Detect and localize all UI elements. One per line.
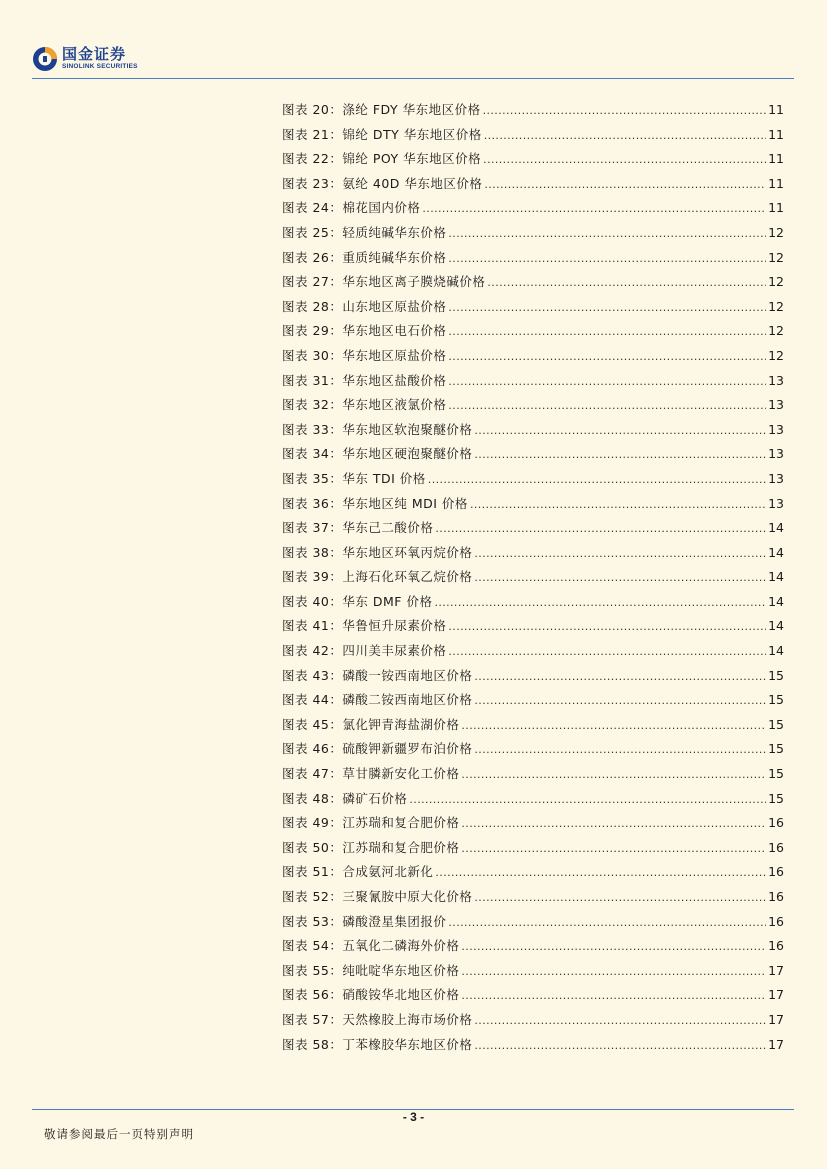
- toc-dot-leader: [474, 542, 766, 567]
- toc-entry-title: 华东己二酸价格: [342, 520, 434, 536]
- toc-entry-label: 图表 52：: [282, 889, 343, 904]
- toc-entry[interactable]: [282, 614, 784, 639]
- toc-entry[interactable]: [282, 836, 784, 861]
- toc-entry-title: 磷酸一铵西南地区价格: [342, 667, 473, 683]
- toc-entry-title: 三聚氰胺中原大化价格: [342, 889, 473, 904]
- toc-dot-leader: [474, 738, 766, 763]
- toc-entry-label: 图表 28：: [282, 298, 343, 314]
- toc-dot-leader: [448, 370, 766, 395]
- toc-entry[interactable]: [282, 910, 784, 935]
- toc-entry[interactable]: [282, 664, 784, 689]
- toc-dot-leader: [470, 493, 766, 518]
- toc-entry-page: 16: [768, 839, 784, 855]
- toc-entry[interactable]: [282, 295, 784, 320]
- toc-entry-title: 纯吡啶华东地区价格: [342, 962, 460, 978]
- toc-entry[interactable]: [282, 418, 784, 443]
- toc-entry-title: 轻质纯碱华东价格: [342, 224, 447, 240]
- toc-entry[interactable]: [282, 172, 784, 197]
- toc-entry[interactable]: [282, 344, 784, 369]
- toc-entry-title: 锦纶 DTY 华东地区价格: [342, 126, 482, 142]
- toc-entry-label: 图表 45：: [282, 716, 343, 732]
- toc-entry-page: 15: [768, 692, 784, 708]
- toc-entry-title: 江苏瑞和复合肥价格: [342, 839, 460, 855]
- toc-entry-title: 合成氨河北新化: [342, 864, 434, 880]
- toc-entry[interactable]: [282, 467, 784, 492]
- toc-dot-leader: [448, 394, 766, 419]
- toc-dot-leader: [483, 99, 766, 124]
- toc-entry-title: 华东 DMF 价格: [342, 593, 433, 609]
- toc-entry-title: 锦纶 POY 华东地区价格: [342, 151, 482, 167]
- toc-entry-page: 13: [768, 470, 784, 486]
- toc-entry-page: 13: [768, 495, 784, 511]
- toc-entry-page: 12: [768, 249, 784, 265]
- toc-entry-page: 15: [768, 741, 784, 757]
- toc-entry-title: 涤纶 FDY 华东地区价格: [342, 102, 481, 117]
- toc-entry[interactable]: [282, 983, 784, 1008]
- toc-entry-label: 图表 41：: [282, 618, 343, 634]
- toc-entry[interactable]: [282, 688, 784, 713]
- toc-entry-title: 氯化钾青海盐湖价格: [342, 716, 460, 732]
- toc-entry-label: 图表 53：: [282, 913, 343, 929]
- toc-entry[interactable]: [282, 639, 784, 664]
- toc-entry-page: 13: [768, 421, 784, 437]
- toc-entry-title: 丁苯橡胶华东地区价格: [342, 1036, 473, 1052]
- toc-entry-label: 图表 50：: [282, 839, 343, 855]
- toc-entry-label: 图表 42：: [282, 643, 343, 659]
- toc-entry-title: 五氧化二磷海外价格: [342, 938, 460, 954]
- toc-entry-title: 天然橡胶上海市场价格: [342, 1011, 473, 1027]
- toc-entry-title: 华东地区软泡聚醚价格: [342, 421, 473, 437]
- page-number: - 3 -: [402, 1110, 425, 1124]
- toc-dot-leader: [448, 911, 766, 936]
- toc-entry-page: 15: [768, 716, 784, 732]
- toc-entry-label: 图表 58：: [282, 1036, 343, 1052]
- toc-dot-leader: [474, 566, 766, 591]
- toc-entry-title: 山东地区原盐价格: [342, 298, 447, 314]
- toc-entry-label: 图表 25：: [282, 224, 343, 240]
- toc-dot-leader: [448, 615, 766, 640]
- toc-dot-leader: [461, 837, 766, 862]
- toc-entry-title: 华东地区环氧丙烷价格: [342, 544, 473, 560]
- toc-entry[interactable]: [282, 811, 784, 836]
- header-divider: [32, 78, 794, 79]
- toc-dot-leader: [474, 1009, 766, 1034]
- toc-entry-label: 图表 23：: [282, 175, 343, 191]
- logo-english-name: SINOLINK SECURITIES: [62, 63, 138, 71]
- toc-entry[interactable]: [282, 246, 784, 271]
- toc-entry[interactable]: [282, 221, 784, 246]
- toc-entry[interactable]: [282, 196, 784, 221]
- toc-entry-page: 17: [768, 987, 784, 1003]
- toc-entry-title: 磷矿石价格: [342, 790, 408, 806]
- toc-entry-title: 华东地区硬泡聚醚价格: [342, 446, 473, 462]
- toc-dot-leader: [484, 124, 766, 149]
- toc-entry-page: 15: [768, 667, 784, 683]
- toc-entry[interactable]: [282, 147, 784, 172]
- toc-entry-page: 11: [768, 102, 784, 117]
- toc-dot-leader: [434, 591, 766, 616]
- toc-entry[interactable]: [282, 123, 784, 148]
- toc-entry-title: 华东地区液氯价格: [342, 397, 447, 413]
- toc-entry-page: 16: [768, 864, 784, 880]
- toc-dot-leader: [448, 296, 766, 321]
- toc-entry-page: 14: [768, 593, 784, 609]
- toc-entry-page: 17: [768, 1036, 784, 1052]
- toc-entry-label: 图表 38：: [282, 544, 343, 560]
- toc-entry-label: 图表 47：: [282, 766, 343, 782]
- toc-dot-leader: [448, 247, 766, 272]
- toc-entry-title: 草甘膦新安化工价格: [342, 766, 460, 782]
- toc-entry-page: 16: [768, 889, 784, 904]
- toc-dot-leader: [409, 788, 766, 813]
- toc-entry-page: 11: [768, 175, 784, 191]
- toc-dot-leader: [461, 935, 766, 960]
- table-of-figures: [282, 98, 784, 1057]
- toc-dot-leader: [461, 984, 766, 1009]
- toc-entry-page: 13: [768, 446, 784, 462]
- toc-entry-label: 图表 35：: [282, 470, 343, 486]
- toc-dot-leader: [474, 689, 766, 714]
- logo-text: [62, 47, 138, 71]
- toc-entry[interactable]: [282, 1033, 784, 1058]
- toc-entry[interactable]: [282, 1008, 784, 1033]
- logo-chinese-name: 国金证券: [62, 45, 127, 64]
- toc-entry-label: 图表 56：: [282, 987, 343, 1003]
- toc-dot-leader: [474, 1034, 766, 1059]
- toc-entry-label: 图表 39：: [282, 569, 343, 585]
- toc-entry-label: 图表 21：: [282, 126, 343, 142]
- toc-entry-label: 图表 40：: [282, 593, 343, 609]
- toc-dot-leader: [484, 173, 766, 198]
- toc-entry-title: 华东地区电石价格: [342, 323, 447, 339]
- toc-entry[interactable]: [282, 787, 784, 812]
- toc-dot-leader: [474, 419, 766, 444]
- toc-entry-label: 图表 43：: [282, 667, 343, 683]
- toc-entry-page: 11: [768, 200, 784, 216]
- toc-entry[interactable]: [282, 713, 784, 738]
- toc-entry[interactable]: [282, 860, 784, 885]
- toc-dot-leader: [435, 861, 766, 886]
- toc-dot-leader: [448, 222, 766, 247]
- toc-dot-leader: [461, 960, 766, 985]
- toc-entry-title: 华东地区纯 MDI 价格: [342, 495, 468, 511]
- toc-entry[interactable]: [282, 762, 784, 787]
- company-logo: [32, 46, 138, 72]
- toc-entry[interactable]: [282, 270, 784, 295]
- toc-entry-label: 图表 29：: [282, 323, 343, 339]
- toc-entry-title: 华东 TDI 价格: [342, 470, 426, 486]
- toc-entry-label: 图表 31：: [282, 372, 343, 388]
- toc-entry-title: 棉花国内价格: [342, 200, 421, 216]
- toc-entry-label: 图表 36：: [282, 495, 343, 511]
- toc-entry-label: 图表 26：: [282, 249, 343, 265]
- toc-entry[interactable]: [282, 934, 784, 959]
- toc-entry-title: 磷酸澄星集团报价: [342, 913, 447, 929]
- toc-entry-label: 图表 44：: [282, 692, 343, 708]
- toc-entry[interactable]: [282, 959, 784, 984]
- toc-entry[interactable]: [282, 98, 784, 123]
- toc-entry-page: 12: [768, 298, 784, 314]
- disclaimer-text: 敬请参阅最后一页特别声明: [44, 1127, 194, 1141]
- toc-entry-title: 硫酸钾新疆罗布泊价格: [342, 741, 473, 757]
- toc-entry-label: 图表 20：: [282, 102, 343, 117]
- toc-dot-leader: [448, 345, 766, 370]
- toc-dot-leader: [435, 517, 766, 542]
- toc-entry-page: 16: [768, 938, 784, 954]
- toc-entry-page: 11: [768, 126, 784, 142]
- toc-entry[interactable]: [282, 565, 784, 590]
- toc-entry-label: 图表 49：: [282, 815, 343, 831]
- toc-entry-label: 图表 24：: [282, 200, 343, 216]
- toc-entry-label: 图表 37：: [282, 520, 343, 536]
- toc-entry[interactable]: [282, 319, 784, 344]
- toc-entry-title: 氨纶 40D 华东地区价格: [342, 175, 483, 191]
- toc-entry-label: 图表 54：: [282, 938, 343, 954]
- toc-entry-page: 12: [768, 323, 784, 339]
- sinolink-logo-icon: [32, 46, 58, 72]
- toc-dot-leader: [422, 197, 766, 222]
- toc-entry-title: 硝酸铵华北地区价格: [342, 987, 460, 1003]
- toc-entry-page: 14: [768, 643, 784, 659]
- toc-entry-label: 图表 55：: [282, 962, 343, 978]
- toc-entry-page: 11: [768, 151, 784, 167]
- toc-entry[interactable]: [282, 541, 784, 566]
- toc-entry-page: 17: [768, 962, 784, 978]
- toc-dot-leader: [461, 763, 766, 788]
- toc-entry-title: 华鲁恒升尿素价格: [342, 618, 447, 634]
- toc-entry-title: 上海石化环氧乙烷价格: [342, 569, 473, 585]
- toc-entry-page: 14: [768, 544, 784, 560]
- toc-dot-leader: [448, 640, 766, 665]
- toc-entry-page: 16: [768, 913, 784, 929]
- toc-entry-page: 13: [768, 397, 784, 413]
- toc-dot-leader: [487, 271, 766, 296]
- toc-entry-title: 华东地区原盐价格: [342, 347, 447, 363]
- toc-entry-page: 12: [768, 347, 784, 363]
- toc-entry-page: 15: [768, 790, 784, 806]
- toc-entry-page: 12: [768, 274, 784, 290]
- toc-dot-leader: [461, 812, 766, 837]
- toc-dot-leader: [474, 665, 766, 690]
- toc-entry-label: 图表 33：: [282, 421, 343, 437]
- toc-entry[interactable]: [282, 442, 784, 467]
- toc-entry-title: 磷酸二铵西南地区价格: [342, 692, 473, 708]
- toc-entry-page: 14: [768, 520, 784, 536]
- toc-entry-page: 12: [768, 224, 784, 240]
- toc-dot-leader: [483, 148, 766, 173]
- toc-entry-label: 图表 48：: [282, 790, 343, 806]
- toc-entry[interactable]: [282, 737, 784, 762]
- toc-dot-leader: [474, 443, 766, 468]
- toc-dot-leader: [428, 468, 766, 493]
- toc-entry-label: 图表 51：: [282, 864, 343, 880]
- toc-entry[interactable]: [282, 516, 784, 541]
- toc-entry[interactable]: [282, 590, 784, 615]
- toc-entry-page: 17: [768, 1011, 784, 1027]
- toc-entry-title: 重质纯碱华东价格: [342, 249, 447, 265]
- toc-entry-label: 图表 34：: [282, 446, 343, 462]
- toc-entry-label: 图表 27：: [282, 274, 343, 290]
- toc-dot-leader: [474, 886, 766, 911]
- toc-entry[interactable]: [282, 369, 784, 394]
- toc-entry-label: 图表 32：: [282, 397, 343, 413]
- toc-dot-leader: [461, 714, 766, 739]
- toc-entry-title: 江苏瑞和复合肥价格: [342, 815, 460, 831]
- toc-entry-page: 16: [768, 815, 784, 831]
- toc-entry-page: 14: [768, 569, 784, 585]
- toc-entry-title: 华东地区盐酸价格: [342, 372, 447, 388]
- page-header: [0, 0, 827, 80]
- toc-entry-title: 四川美丰尿素价格: [342, 643, 447, 659]
- toc-entry-page: 14: [768, 618, 784, 634]
- toc-entry-page: 15: [768, 766, 784, 782]
- toc-entry[interactable]: [282, 885, 784, 910]
- toc-entry[interactable]: [282, 393, 784, 418]
- toc-entry-label: 图表 30：: [282, 347, 343, 363]
- toc-entry-title: 华东地区离子膜烧碱价格: [342, 274, 486, 290]
- toc-entry[interactable]: [282, 492, 784, 517]
- toc-entry-label: 图表 46：: [282, 741, 343, 757]
- toc-entry-label: 图表 22：: [282, 151, 343, 167]
- toc-entry-label: 图表 57：: [282, 1011, 343, 1027]
- toc-dot-leader: [448, 320, 766, 345]
- toc-entry-page: 13: [768, 372, 784, 388]
